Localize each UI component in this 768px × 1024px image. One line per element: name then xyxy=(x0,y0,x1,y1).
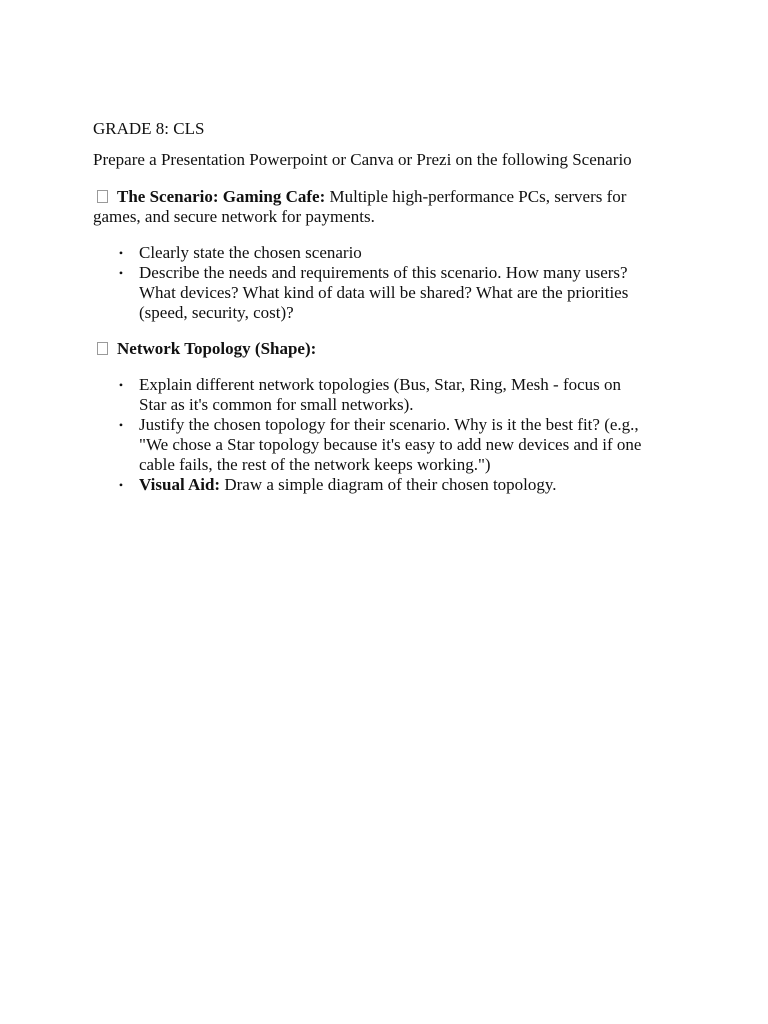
list-item-line: (speed, security, cost)? xyxy=(139,303,294,322)
bullet-icon: • xyxy=(118,478,124,492)
bullet-icon: • xyxy=(118,378,124,392)
list-item-line: cable fails, the rest of the network keeps working.") xyxy=(139,455,491,474)
list-item-line: Star as it's common for small networks). xyxy=(139,395,414,414)
scenario-line-1 xyxy=(93,187,693,207)
scenario-bullet-list xyxy=(93,243,693,323)
bullet-icon: • xyxy=(118,246,124,260)
assignment-instructions: Prepare a Presentation Powerpoint or Canva or Prezi on the following Scenario xyxy=(93,150,632,169)
document-heading: GRADE 8: CLS xyxy=(93,119,205,138)
scenario-label: The Scenario: Gaming Cafe: xyxy=(117,187,326,206)
visual-aid-label: Visual Aid: xyxy=(139,475,221,494)
list-item-line: Describe the needs and requirements of this scenario. How many users? xyxy=(139,263,628,282)
topology-heading-line xyxy=(93,339,693,359)
list-item-line: "We chose a Star topology because it's easy to add new devices and if one xyxy=(139,435,642,454)
visual-aid-text: Draw a simple diagram of their chosen topology. xyxy=(220,475,557,494)
list-item xyxy=(93,475,693,495)
list-item xyxy=(93,375,693,415)
checkbox-icon xyxy=(97,342,108,355)
topology-bullet-list xyxy=(93,375,693,495)
bullet-icon: • xyxy=(118,418,124,432)
list-item-line xyxy=(139,475,693,495)
scenario-line-2: games, and secure network for payments. xyxy=(93,207,375,226)
scenario-text-1: Multiple high-performance PCs, servers for xyxy=(325,187,627,206)
topology-label: Network Topology (Shape): xyxy=(117,339,317,358)
list-item xyxy=(93,263,693,323)
list-item-line: Explain different network topologies (Bus, Star, Ring, Mesh - focus on xyxy=(139,375,622,394)
topology-section xyxy=(93,339,693,359)
list-item xyxy=(93,415,693,475)
list-item-line: Justify the chosen topology for their scenario. Why is it the best fit? (e.g., xyxy=(139,415,639,434)
list-item xyxy=(93,243,693,263)
list-item-line: Clearly state the chosen scenario xyxy=(139,243,362,262)
bullet-icon: • xyxy=(118,266,124,280)
checkbox-icon xyxy=(97,190,108,203)
list-item-line: What devices? What kind of data will be shared? What are the priorities xyxy=(139,283,629,302)
scenario-section xyxy=(93,187,693,227)
